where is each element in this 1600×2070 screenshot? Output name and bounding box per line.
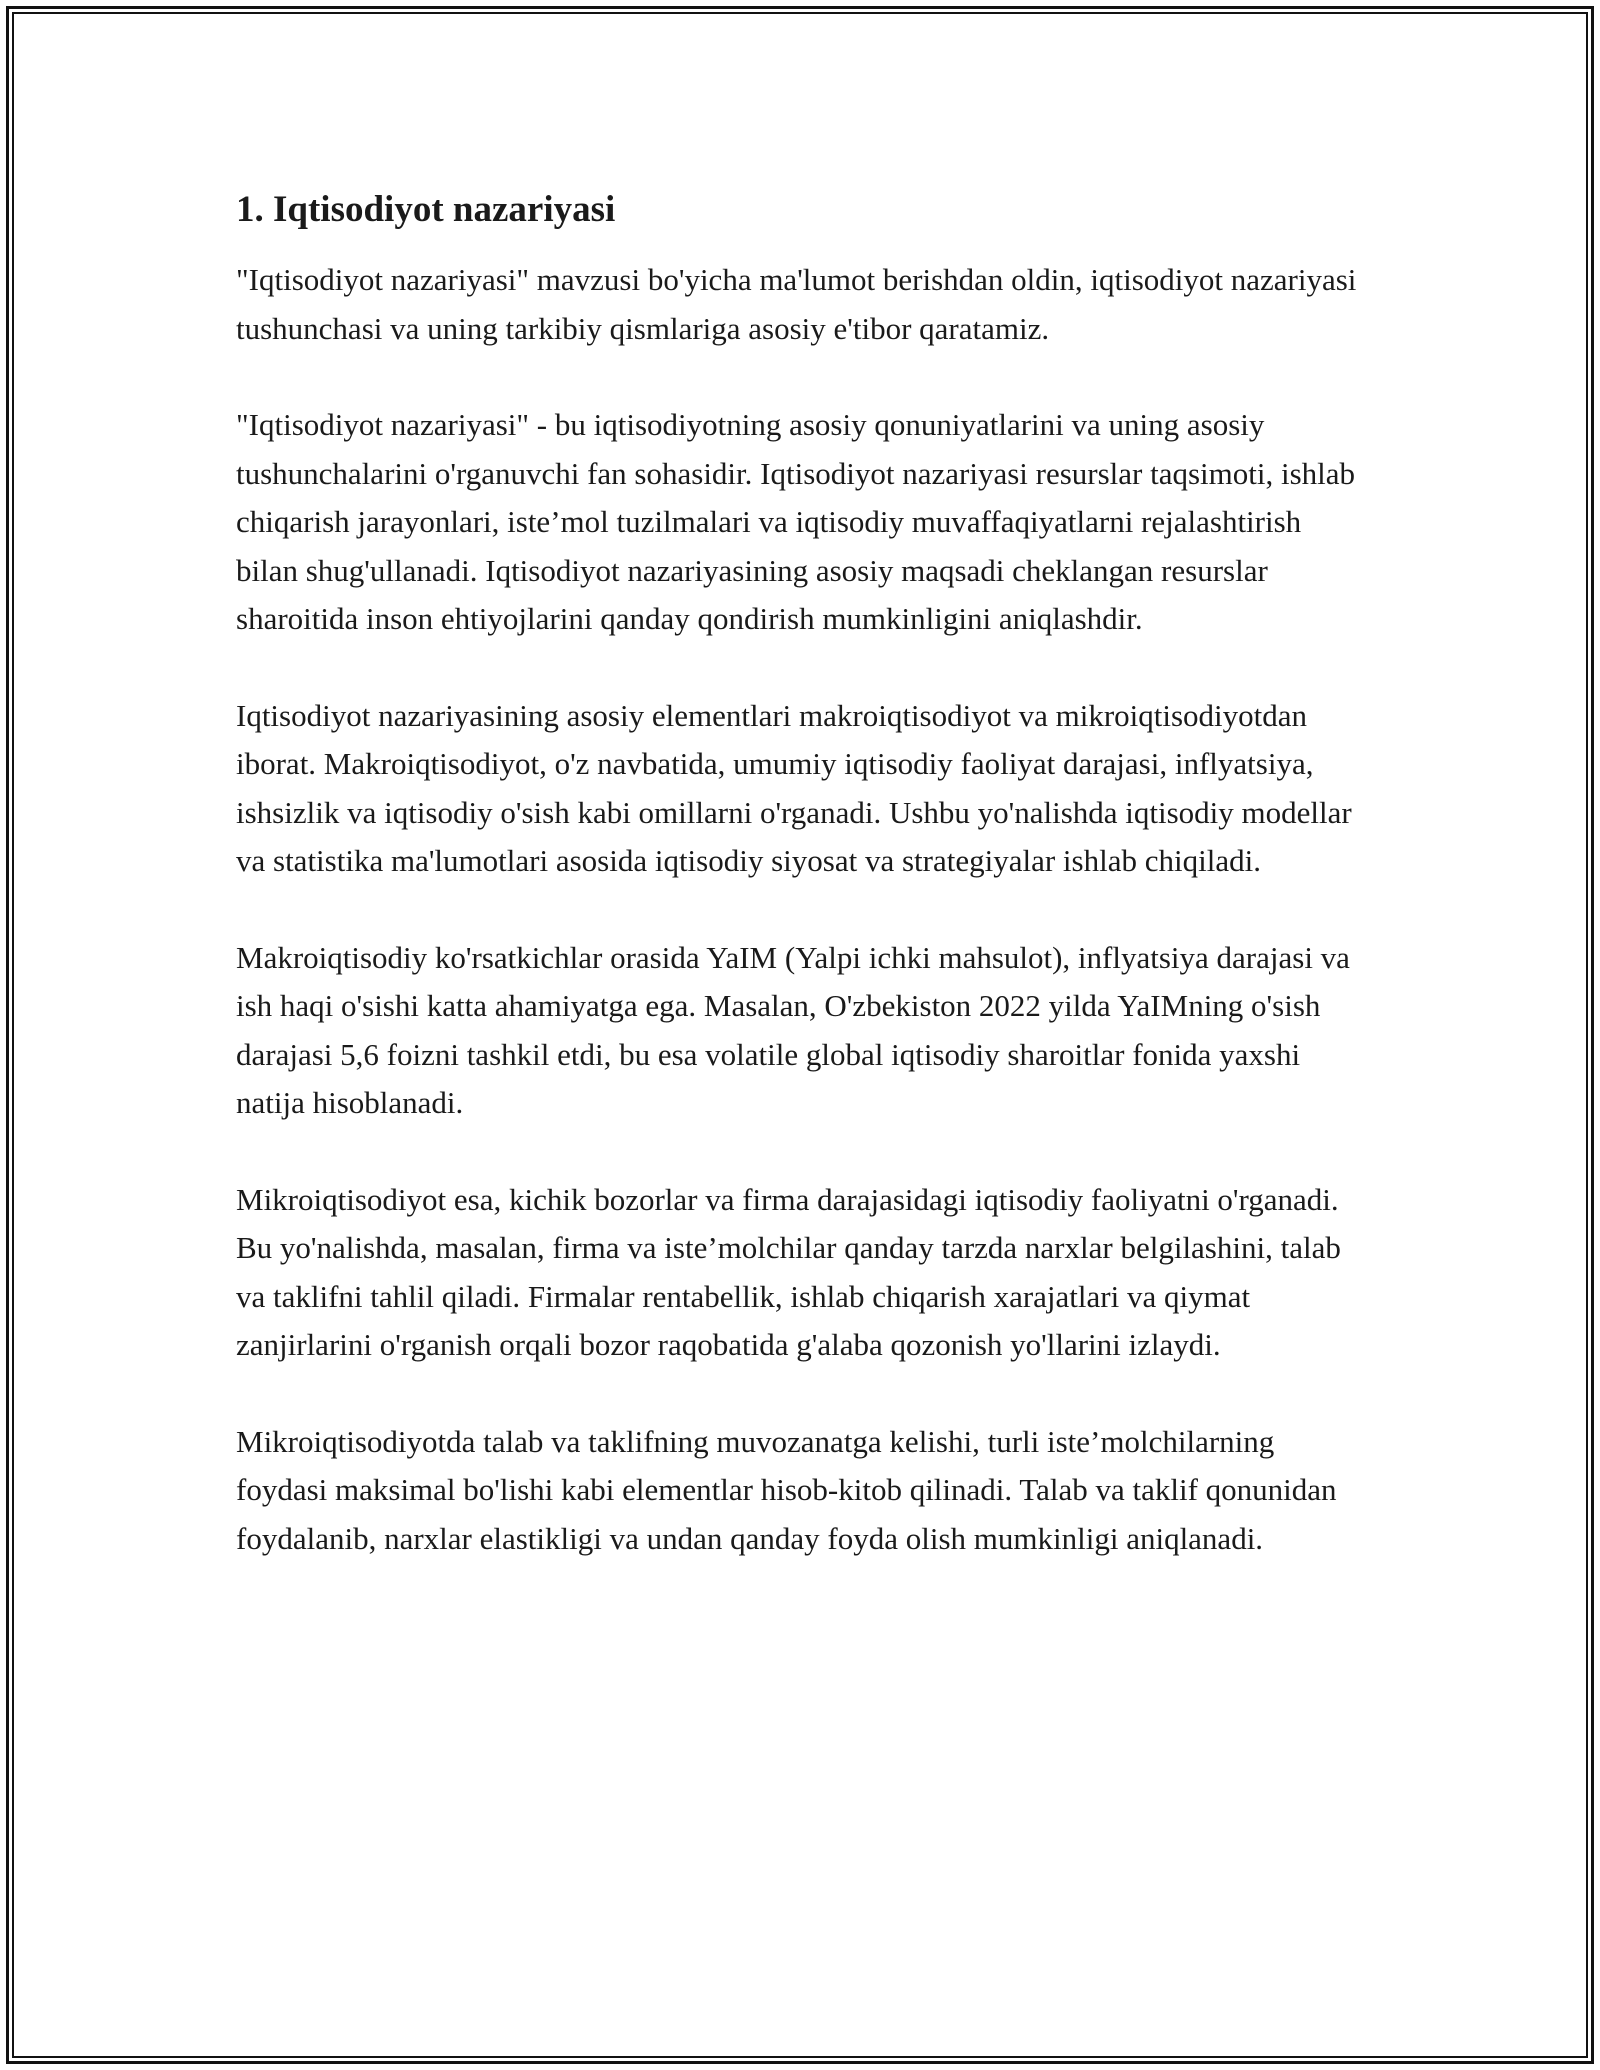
document-body bbox=[236, 186, 1366, 1611]
paragraph-macro-indicators: Makroiqtisodiy ko'rsatkichlar orasida YaIM (Yalpi ichki mahsulot), inflyatsiya darajasi va ish haqi o'sishi katta ahamiyatga ega. Masalan, O'zbekiston 2022 yilda YaIMning o'sish darajasi 5,6 foizni tashkil etdi, bu esa volatile global iqtisodiy sharoitlar fonida yaxshi natija hisoblanadi. bbox=[236, 939, 1350, 1121]
paragraph-definition: "Iqtisodiyot nazariyasi" - bu iqtisodiyotning asosiy qonuniyatlarini va uning asosiy tushunchalarini o'rganuvchi fan sohasidir. Iqtisodiyot nazariyasi resurslar taqsimoti, ishlab chiqarish jarayonlari, iste’mol tuzilmalari va iqtisodiy muvaffaqiyatlarni rejalashtirish bilan shug'ullanadi. Iqtisodiyot nazariyasining asosiy maqsadi cheklangan resurslar sharoitida inson ehtiyojlarini qanday qondirish mumkinligini aniqlashdir. bbox=[236, 407, 1356, 637]
paragraph-supply-demand: Mikroiqtisodiyotda talab va taklifning muvozanatga kelishi, turli iste’molchilarning foydasi maksimal bo'lishi kabi elementlar hisob-kitob qilinadi. Talab va taklif qonunidan foydalanib, narxlar elastikligi va undan qanday foyda olish mumkinligi aniqlanadi. bbox=[236, 1423, 1337, 1556]
document-title: 1. Iqtisodiyot nazariyasi bbox=[236, 189, 616, 230]
paragraph-intro: "Iqtisodiyot nazariyasi" mavzusi bo'yicha ma'lumot berishdan oldin, iqtisodiyot nazariyasi tushunchasi va uning tarkibiy qismlariga asosiy e'tibor qaratamiz. bbox=[236, 262, 1357, 346]
paragraph-elements: Iqtisodiyot nazariyasining asosiy elementlari makroiqtisodiyot va mikroiqtisodiyotdan iborat. Makroiqtisodiyot, o'z navbatida, umumiy iqtisodiy faoliyat darajasi, inflyatsiya, ishsizlik va iqtisodiy o'sish kabi omillarni o'rganadi. Ushbu yo'nalishda iqtisodiy modellar va statistika ma'lumotlari asosida iqtisodiy siyosat va strategiyalar ishlab chiqiladi. bbox=[236, 697, 1352, 879]
paragraph-microeconomics: Mikroiqtisodiyot esa, kichik bozorlar va firma darajasidagi iqtisodiy faoliyatni o'rganadi. Bu yo'nalishda, masalan, firma va iste’molchilar qanday tarzda narxlar belgilashini, talab va taklifni tahlil qiladi. Firmalar rentabellik, ishlab chiqarish xarajatlari va qiymat zanjirlarini o'rganish orqali bozor raqobatida g'alaba qozonish yo'llarini izlaydi. bbox=[236, 1181, 1341, 1363]
